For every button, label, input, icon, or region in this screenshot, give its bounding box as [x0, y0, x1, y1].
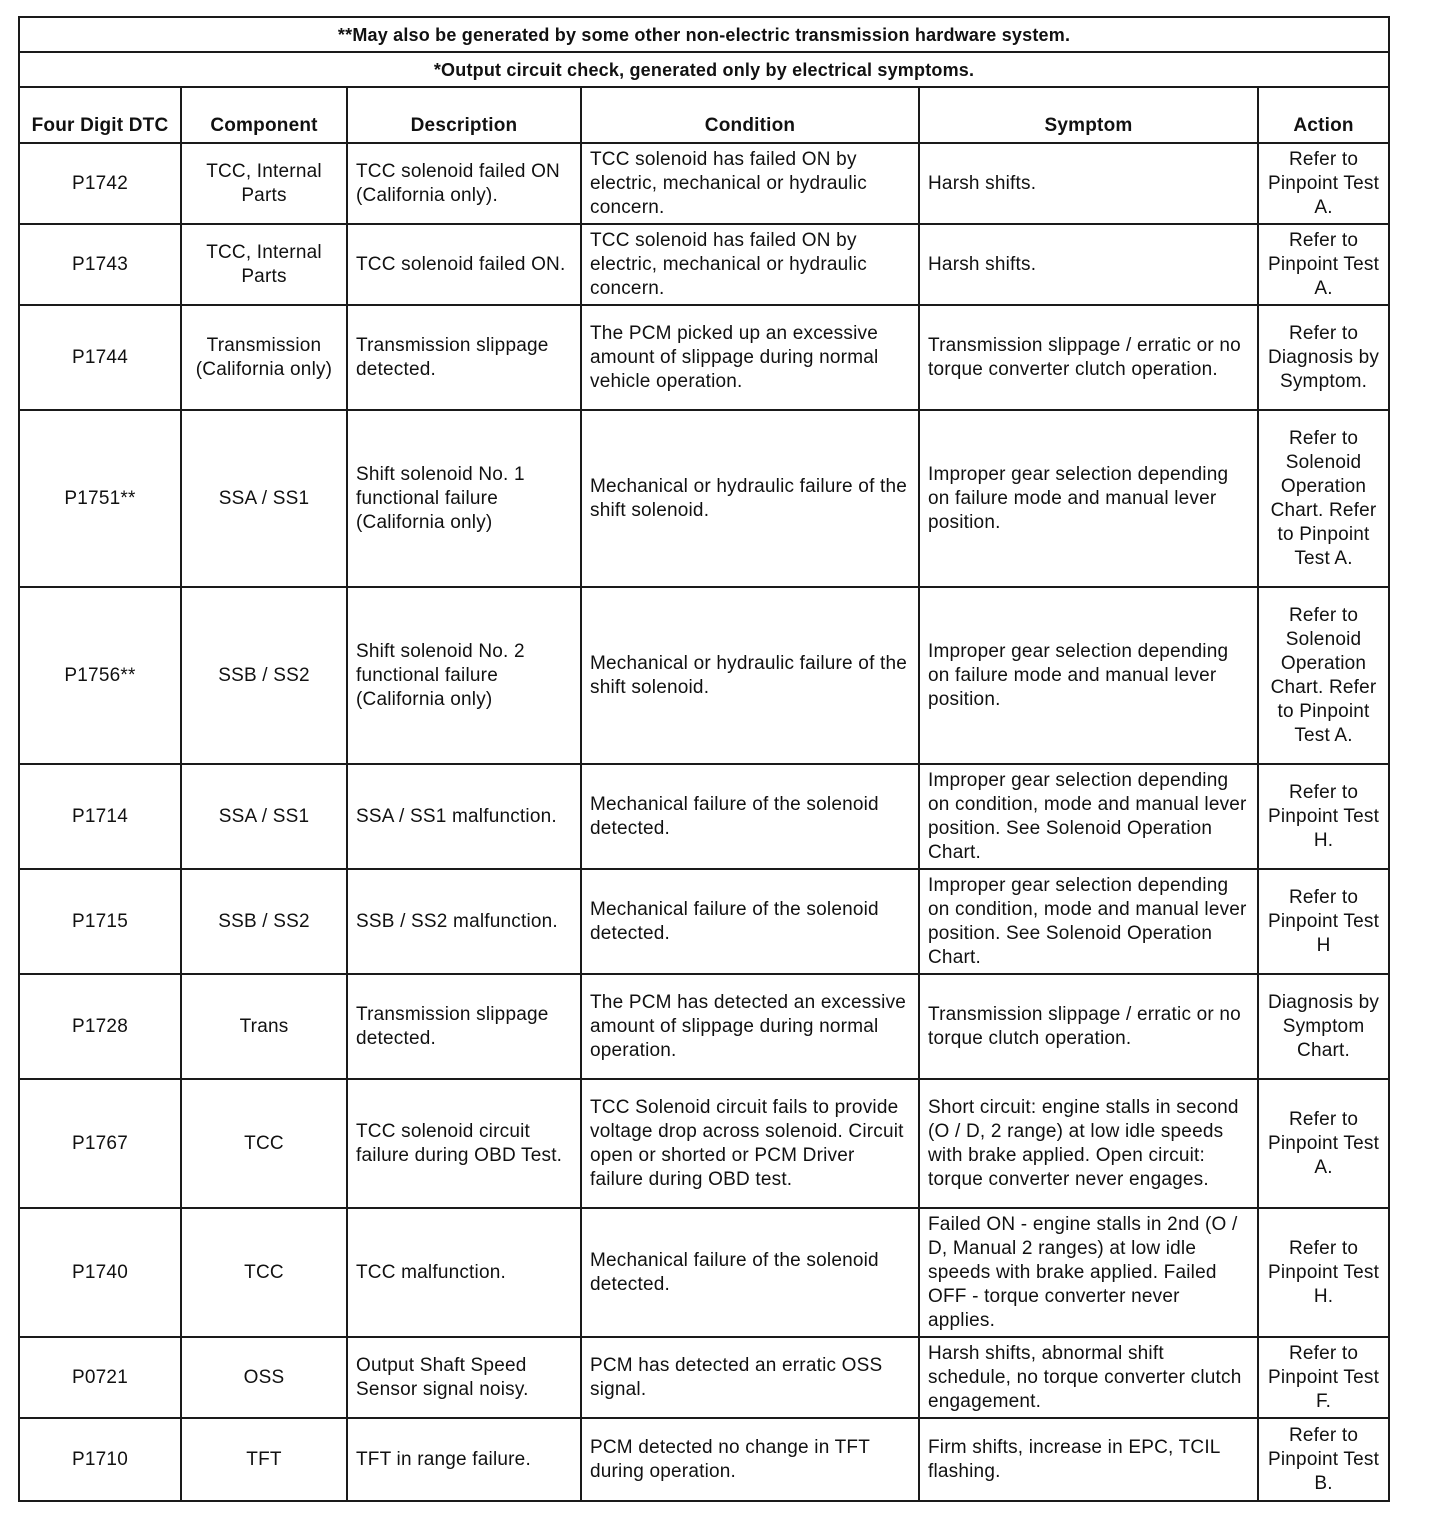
dtc-code: P0721	[19, 1337, 181, 1418]
action-cell: Refer to Pinpoint Test A.	[1258, 143, 1389, 224]
description-cell: TCC solenoid failed ON (California only).	[347, 143, 581, 224]
condition-cell: Mechanical failure of the solenoid detected.	[581, 764, 919, 869]
dtc-code: P1715	[19, 869, 181, 974]
condition-cell: Mechanical failure of the solenoid detected.	[581, 1208, 919, 1337]
component-cell: TCC, Internal Parts	[181, 224, 347, 305]
component-cell: OSS	[181, 1337, 347, 1418]
table-row	[19, 974, 1389, 1079]
table-row	[19, 764, 1389, 869]
symptom-cell: Harsh shifts.	[919, 224, 1258, 305]
dtc-table	[18, 16, 1390, 1502]
action-cell: Diagnosis by Symptom Chart.	[1258, 974, 1389, 1079]
table-row	[19, 143, 1389, 224]
symptom-cell: Harsh shifts.	[919, 143, 1258, 224]
table-row	[19, 869, 1389, 974]
dtc-code: P1751**	[19, 410, 181, 587]
condition-cell: Mechanical or hydraulic failure of the shift solenoid.	[581, 410, 919, 587]
description-cell: Shift solenoid No. 2 functional failure (California only)	[347, 587, 581, 764]
action-cell: Refer to Solenoid Operation Chart. Refer to Pinpoint Test A.	[1258, 410, 1389, 587]
component-cell: TCC	[181, 1079, 347, 1208]
action-cell: Refer to Solenoid Operation Chart. Refer to Pinpoint Test A.	[1258, 587, 1389, 764]
table-row	[19, 1418, 1389, 1501]
component-cell: TFT	[181, 1418, 347, 1501]
condition-cell: Mechanical failure of the solenoid detected.	[581, 869, 919, 974]
component-cell: Transmission (California only)	[181, 305, 347, 410]
column-header-component: Component	[181, 87, 347, 143]
component-cell: TCC, Internal Parts	[181, 143, 347, 224]
symptom-cell: Improper gear selection depending on condition, mode and manual lever position. See Solenoid Operation Chart.	[919, 764, 1258, 869]
table-row	[19, 305, 1389, 410]
description-cell: SSA / SS1 malfunction.	[347, 764, 581, 869]
description-cell: TCC solenoid circuit failure during OBD Test.	[347, 1079, 581, 1208]
symptom-cell: Firm shifts, increase in EPC, TCIL flashing.	[919, 1418, 1258, 1501]
action-cell: Refer to Pinpoint Test B.	[1258, 1418, 1389, 1501]
table-row	[19, 587, 1389, 764]
condition-cell: TCC Solenoid circuit fails to provide voltage drop across solenoid. Circuit open or shorted or PCM Driver failure during OBD test.	[581, 1079, 919, 1208]
action-cell: Refer to Pinpoint Test A.	[1258, 224, 1389, 305]
table-row	[19, 224, 1389, 305]
column-header-action: Action	[1258, 87, 1389, 143]
dtc-code: P1728	[19, 974, 181, 1079]
dtc-code: P1742	[19, 143, 181, 224]
symptom-cell: Improper gear selection depending on failure mode and manual lever position.	[919, 410, 1258, 587]
description-cell: Transmission slippage detected.	[347, 305, 581, 410]
action-cell: Refer to Pinpoint Test H.	[1258, 1208, 1389, 1337]
description-cell: Output Shaft Speed Sensor signal noisy.	[347, 1337, 581, 1418]
condition-cell: The PCM picked up an excessive amount of slippage during normal vehicle operation.	[581, 305, 919, 410]
action-cell: Refer to Diagnosis by Symptom.	[1258, 305, 1389, 410]
component-cell: SSB / SS2	[181, 869, 347, 974]
column-header-symptom: Symptom	[919, 87, 1258, 143]
action-cell: Refer to Pinpoint Test H	[1258, 869, 1389, 974]
condition-cell: TCC solenoid has failed ON by electric, mechanical or hydraulic concern.	[581, 224, 919, 305]
table-row	[19, 1337, 1389, 1418]
dtc-code: P1710	[19, 1418, 181, 1501]
table-row	[19, 410, 1389, 587]
dtc-code: P1767	[19, 1079, 181, 1208]
description-cell: TCC solenoid failed ON.	[347, 224, 581, 305]
action-cell: Refer to Pinpoint Test H.	[1258, 764, 1389, 869]
action-cell: Refer to Pinpoint Test A.	[1258, 1079, 1389, 1208]
note-row-hardware	[19, 17, 1389, 52]
column-header-dtc: Four Digit DTC	[19, 87, 181, 143]
note-row-output-circuit	[19, 52, 1389, 87]
component-cell: SSB / SS2	[181, 587, 347, 764]
dtc-code: P1743	[19, 224, 181, 305]
note-hardware: **May also be generated by some other non-electric transmission hardware system.	[19, 17, 1389, 52]
component-cell: Trans	[181, 974, 347, 1079]
symptom-cell: Failed ON - engine stalls in 2nd (O / D, Manual 2 ranges) at low idle speeds with brake applied. Failed OFF - torque converter never applies.	[919, 1208, 1258, 1337]
component-cell: SSA / SS1	[181, 410, 347, 587]
symptom-cell: Improper gear selection depending on failure mode and manual lever position.	[919, 587, 1258, 764]
condition-cell: The PCM has detected an excessive amount of slippage during normal operation.	[581, 974, 919, 1079]
symptom-cell: Transmission slippage / erratic or no torque clutch operation.	[919, 974, 1258, 1079]
condition-cell: TCC solenoid has failed ON by electric, mechanical or hydraulic concern.	[581, 143, 919, 224]
symptom-cell: Transmission slippage / erratic or no torque converter clutch operation.	[919, 305, 1258, 410]
dtc-code: P1756**	[19, 587, 181, 764]
column-header-row	[19, 87, 1389, 143]
component-cell: SSA / SS1	[181, 764, 347, 869]
dtc-code: P1744	[19, 305, 181, 410]
dtc-code: P1714	[19, 764, 181, 869]
condition-cell: Mechanical or hydraulic failure of the shift solenoid.	[581, 587, 919, 764]
description-cell: SSB / SS2 malfunction.	[347, 869, 581, 974]
description-cell: TCC malfunction.	[347, 1208, 581, 1337]
condition-cell: PCM detected no change in TFT during operation.	[581, 1418, 919, 1501]
table-row	[19, 1079, 1389, 1208]
table-row	[19, 1208, 1389, 1337]
condition-cell: PCM has detected an erratic OSS signal.	[581, 1337, 919, 1418]
description-cell: Transmission slippage detected.	[347, 974, 581, 1079]
dtc-code: P1740	[19, 1208, 181, 1337]
action-cell: Refer to Pinpoint Test F.	[1258, 1337, 1389, 1418]
description-cell: Shift solenoid No. 1 functional failure (California only)	[347, 410, 581, 587]
symptom-cell: Improper gear selection depending on condition, mode and manual lever position. See Solenoid Operation Chart.	[919, 869, 1258, 974]
symptom-cell: Harsh shifts, abnormal shift schedule, no torque converter clutch engagement.	[919, 1337, 1258, 1418]
description-cell: TFT in range failure.	[347, 1418, 581, 1501]
note-output-circuit: *Output circuit check, generated only by electrical symptoms.	[19, 52, 1389, 87]
dtc-document	[18, 16, 1388, 1502]
column-header-condition: Condition	[581, 87, 919, 143]
symptom-cell: Short circuit: engine stalls in second (O / D, 2 range) at low idle speeds with brake applied. Open circuit: torque converter never engages.	[919, 1079, 1258, 1208]
column-header-description: Description	[347, 87, 581, 143]
component-cell: TCC	[181, 1208, 347, 1337]
